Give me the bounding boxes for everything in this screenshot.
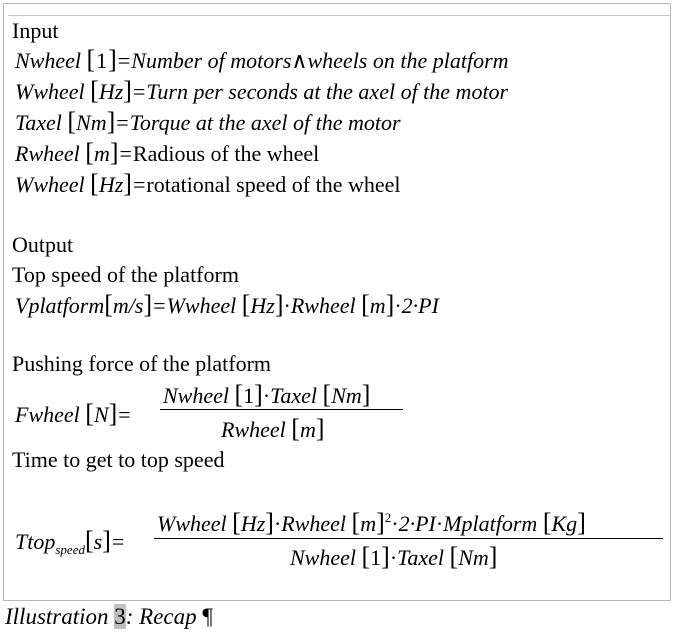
- formula-fwheel: Fwheel [N]= Nwheel [1]·Taxel [Nm] Rwheel [m]: [15, 378, 415, 446]
- input-line-3: Taxel [Nm]=Torque at the axel of the motor: [15, 107, 401, 136]
- heading-pushing-force: Pushing force of the platform: [12, 351, 272, 376]
- input-line-5: Wwheel [Hz]=rotational speed of the wheel: [15, 169, 401, 198]
- heading-time-top-speed: Time to get to top speed: [12, 447, 225, 472]
- top-rule: [8, 15, 670, 16]
- fraction-bar: [154, 538, 663, 539]
- heading-top-speed: Top speed of the platform: [12, 262, 239, 287]
- caption-rule: [3, 600, 671, 601]
- formula-vplatform: Vplatform[m/s]=Wwheel [Hz]·Rwheel [m]·2·PI: [15, 290, 439, 319]
- input-line-2: Wwheel [Hz]=Turn per seconds at the axel of the motor: [15, 76, 509, 105]
- heading-input: Input: [12, 18, 59, 43]
- formula-ttop: Ttop$_{speed}$[s]= Wwheel [Hz]·Rwheel $[m]^2\cdot 2\cdot PI\cdot Mplatform$ [Kg] Nwheel [1]·Taxel [Nm]: [15, 506, 670, 576]
- input-line-4: Rwheel [m]=Radious of the wheel: [15, 138, 320, 167]
- figure-caption: Illustration 3: Recap ¶: [5, 604, 213, 629]
- caption-number-field: 3: [114, 604, 126, 629]
- fraction-bar: [160, 409, 403, 410]
- input-line-1: Nwheel [1]=Number of motors∧wheels on the platform: [15, 45, 509, 74]
- pilcrow-mark: ¶: [202, 604, 213, 629]
- heading-output: Output: [12, 232, 74, 257]
